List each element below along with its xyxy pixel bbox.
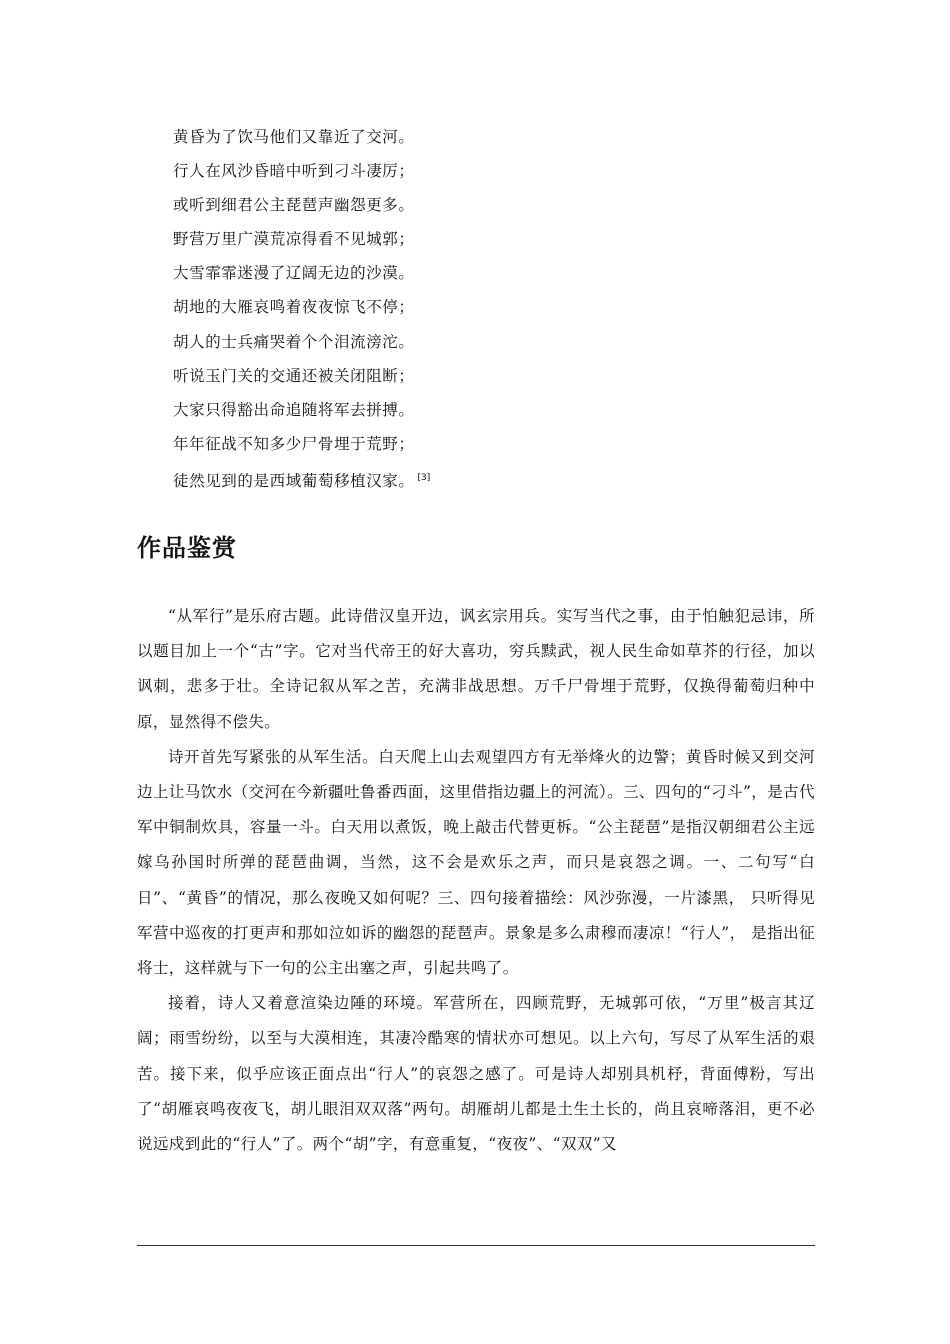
section-heading: 作品鉴赏 bbox=[137, 534, 237, 562]
poem-translation bbox=[173, 120, 813, 495]
paragraph: 诗开首先写紧张的从军生活。白天爬上山去观望四方有无举烽火的边警；黄昏时候又到交河边上让马饮水（交河在今新疆吐鲁番西面，这里借指边疆上的河流）。三、四句的“刁斗”，是古代军中铜制炊具，容量一斗。白天用以煮饭，晚上敲击代替更柝。“公主琵琶”是指汉朝细君公主远嫁乌孙国时所弹的琵琶曲调，当然，这不会是欢乐之声，而只是哀怨之调。一、二句写“白日”、“黄昏”的情况，那么夜晚又如何呢？三、四句接着描绘：风沙弥漫，一片漆黑， 只听得见军营中巡夜的打更声和那如泣如诉的幽怨的琵琶声。景象是多么肃穆而凄凉！“行人”， 是指出征将士，这样就与下一句的公主出塞之声，引起共鸣了。 bbox=[137, 747, 815, 978]
paragraph: “从军行”是乐府古题。此诗借汉皇开边，讽玄宗用兵。实写当代之事，由于怕触犯忌讳，所以题目加上一个“古”字。它对当代帝王的好大喜功，穷兵黩武，视人民生命如草芥的行径，加以讽刺，悲多于壮。全诗记叙从军之苦，充满非战思想。万千尸骨埋于荒野，仅换得葡萄归种中原，显然得不偿失。 bbox=[137, 607, 815, 731]
poem-line: 大雪霏霏迷漫了辽阔无边的沙漠。 bbox=[173, 264, 415, 283]
poem-line: 胡地的大雁哀鸣着夜夜惊飞不停； bbox=[173, 298, 415, 317]
poem-line: 徒然见到的是西域葡萄移植汉家。 [3] bbox=[173, 471, 431, 490]
footer-rule bbox=[137, 1245, 815, 1246]
citation-reference[interactable]: [3] bbox=[417, 472, 431, 483]
poem-line: 年年征战不知多少尸骨埋于荒野； bbox=[173, 434, 415, 453]
poem-line: 或听到细君公主琵琶声幽怨更多。 bbox=[173, 196, 415, 215]
appreciation-body bbox=[137, 599, 815, 1162]
poem-line: 听说玉门关的交通还被关闭阻断； bbox=[173, 366, 415, 385]
poem-line: 大家只得豁出命追随将军去拼搏。 bbox=[173, 400, 415, 419]
poem-line: 野营万里广漠荒凉得看不见城郭； bbox=[173, 230, 415, 249]
poem-line: 黄昏为了饮马他们又靠近了交河。 bbox=[173, 128, 415, 146]
paragraph: 接着，诗人又着意渲染边陲的环境。军营所在，四顾荒野，无城郭可依，“万里”极言其辽阔；雨雪纷纷，以至与大漠相连，其凄冷酷寒的情状亦可想见。以上六句，写尽了从军生活的艰苦。接下来，似乎应该正面点出“行人”的哀怨之感了。可是诗人却别具机杼，背面傅粉，写出了“胡雁哀鸣夜夜飞，胡儿眼泪双双落”两句。胡雁胡儿都是土生土长的，尚且哀啼落泪，更不必说远戍到此的“行人”了。两个“胡”字，有意重复，“夜夜”、“双双”又 bbox=[137, 994, 815, 1154]
poem-line: 胡人的士兵痛哭着个个泪流滂沱。 bbox=[173, 332, 415, 351]
poem-line: 行人在风沙昏暗中听到刁斗凄厉； bbox=[173, 162, 415, 181]
